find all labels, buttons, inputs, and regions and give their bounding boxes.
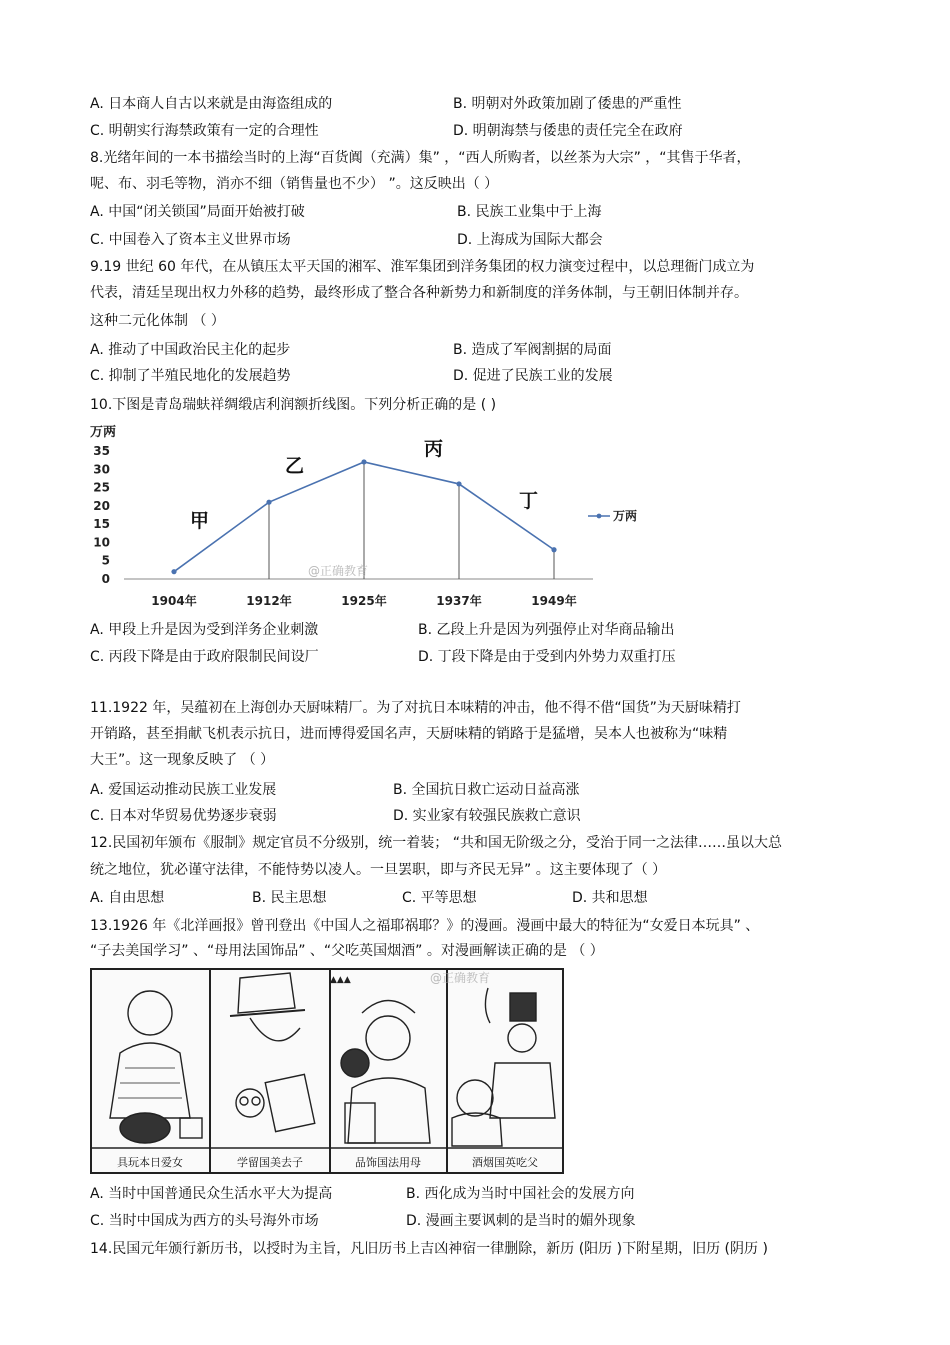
x-tick-label: 1925年 — [341, 594, 387, 608]
q8-option-d: D. 上海成为国际大都会 — [457, 232, 603, 248]
caption-panel-4: 酒烟国英吃父 — [472, 1156, 538, 1169]
x-tick-label: 1937年 — [436, 594, 482, 608]
q7-option-c: C. 明朝实行海禁政策有一定的合理性 — [90, 123, 319, 139]
q14-stem-line1: 14.民国元年颁行新历书，以授时为主旨，凡旧历书上吉凶神宿一律删除，新历 (阳历 )下附星期，旧历 (阴历 ) — [90, 1241, 768, 1257]
q8-option-c: C. 中国卷入了资本主义世界市场 — [90, 232, 291, 248]
x-tick-label: 1949年 — [531, 594, 577, 608]
caption-panel-3: 品饰国法用母 — [355, 1156, 421, 1169]
q9-option-a: A. 推动了中国政治民主化的起步 — [90, 342, 291, 358]
q8-option-a: A. 中国“闭关锁国”局面开始被打破 — [90, 204, 305, 220]
y-tick-label: 25 — [93, 480, 110, 495]
q11-stem-line3: 大王”。这一现象反映了 （ ） — [90, 752, 275, 768]
q11-stem-line2: 开销路，甚至捐献飞机表示抗日，进而博得爱国名声，天厨味精的销路于是猛增，吴本人也被称为“味精 — [90, 726, 728, 742]
q13-stem-line2: “子去美国学习” 、“母用法国饰品” 、“父吃英国烟酒” 。对漫画解读正确的是 （ ） — [90, 943, 604, 959]
q10-option-b: B. 乙段上升是因为列强停止对华商品输出 — [418, 622, 675, 638]
cartoon-illustration — [90, 968, 564, 1174]
cartoon-frame — [91, 969, 563, 1173]
q13-option-c: C. 当时中国成为西方的头号海外市场 — [90, 1213, 319, 1229]
caption-panel-1: 具玩本日爱女 — [117, 1156, 183, 1169]
q13-option-b: B. 西化成为当时中国社会的发展方向 — [406, 1186, 635, 1202]
data-point — [456, 481, 461, 486]
q12-option-a: A. 自由思想 — [90, 890, 165, 906]
y-tick-label: 30 — [93, 462, 110, 477]
x-tick-label: 1912年 — [246, 594, 292, 608]
hair-bun-icon — [341, 1049, 369, 1077]
y-tick-label: 20 — [93, 498, 110, 513]
y-tick-label: 35 — [93, 444, 110, 458]
legend-marker — [597, 514, 602, 519]
chart-watermark: @正确教育 — [308, 564, 369, 578]
cartoon-watermark: @正确教育 — [430, 971, 491, 985]
q12-option-b: B. 民主思想 — [252, 890, 327, 906]
q11-option-d: D. 实业家有较强民族救亡意识 — [393, 808, 581, 824]
data-point — [266, 500, 271, 505]
q12-option-d: D. 共和思想 — [572, 890, 648, 906]
q10-option-c: C. 丙段下降是由于政府限制民间设厂 — [90, 649, 319, 665]
y-tick-label: 5 — [101, 553, 110, 568]
q9-option-c: C. 抑制了半殖民地化的发展趋势 — [90, 368, 291, 384]
q9-stem-line3: 这种二元化体制 （ ） — [90, 313, 225, 329]
x-axis-ticks — [151, 593, 576, 608]
data-point — [551, 547, 556, 552]
q11-option-b: B. 全国抗日救亡运动日益高涨 — [393, 782, 580, 798]
y-axis-unit-label: 万两 — [90, 425, 117, 440]
servant-hat-icon — [510, 993, 536, 1021]
q11-option-c: C. 日本对华贸易优势逐步衰弱 — [90, 808, 277, 824]
q9-stem-line1: 9.19 世纪 60 年代，在从镇压太平天国的湘军、淮军集团到洋务集团的权力演变过程中，以总理衙门成立为 — [90, 259, 755, 275]
data-point — [171, 569, 176, 574]
q8-stem-line1: 8.光绪年间的一本书描绘当时的上海“百货阗（充满）集” ，“西人所购者，以丝茶为大宗” ，“其售于华者， — [90, 150, 751, 166]
q9-option-b: B. 造成了军阀割据的局面 — [453, 342, 612, 358]
y-axis-ticks — [93, 444, 110, 586]
y-tick-label: 15 — [93, 517, 110, 532]
segment-label: 丁 — [518, 489, 539, 512]
q13-option-d: D. 漫画主要讽刺的是当时的媚外现象 — [406, 1213, 636, 1229]
q8-stem-line2: 呢、布、羽毛等物，消亦不细（销售量也不少） ”。这反映出（ ） — [90, 176, 499, 192]
y-tick-label: 10 — [93, 535, 110, 550]
y-tick-label: 0 — [101, 572, 110, 586]
segment-label: 甲 — [189, 509, 210, 532]
q7-option-b: B. 明朝对外政策加剧了倭患的严重性 — [453, 96, 682, 112]
q10-option-d: D. 丁段下降是由于受到内外势力双重打压 — [418, 649, 676, 665]
q12-stem-line2: 统之地位，犹必谨守法律，不能恃势以凌人。一旦罢职，即与齐民无异” 。这主要体现了（ ） — [90, 862, 667, 878]
x-tick-label: 1904年 — [151, 594, 197, 608]
q9-stem-line2: 代表，清廷呈现出权力外移的趋势，最终形成了整合各种新势力和新制度的洋务体制，与王朝旧体制并存。 — [90, 285, 748, 301]
legend-label: 万两 — [613, 509, 638, 523]
profit-line-chart — [88, 420, 648, 615]
caption-panel-2: 学留国美去子 — [237, 1156, 303, 1169]
data-point — [361, 459, 366, 464]
q10-option-a: A. 甲段上升是因为受到洋务企业刺激 — [90, 622, 319, 638]
q11-option-a: A. 爱国运动推动民族工业发展 — [90, 782, 277, 798]
q7-option-a: A. 日本商人自古以来就是由海盗组成的 — [90, 96, 333, 112]
q12-stem-line1: 12.民国初年颁布《服制》规定官员不分级别，统一着装； “共和国无阶级之分，受治于同一之法律……虽以大总 — [90, 835, 782, 851]
q7-option-d: D. 明朝海禁与倭患的责任完全在政府 — [453, 123, 683, 139]
segment-label: 乙 — [284, 455, 305, 478]
q11-stem-line1: 11.1922 年，吴蕴初在上海创办天厨味精厂。为了对抗日本味精的冲击，他不得不借“国货”为天厨味精打 — [90, 700, 741, 716]
q12-option-c: C. 平等思想 — [402, 890, 477, 906]
q10-stem: 10.下图是青岛瑞蚨祥绸缎店利润额折线图。下列分析正确的是 ( ) — [90, 397, 497, 413]
segment-label: 丙 — [423, 437, 444, 460]
q13-stem-line1: 13.1926 年《北洋画报》曾刊登出《中国人之福耶祸耶？》的漫画。漫画中最大的特征为“女爱日本玩具” 、 — [90, 918, 760, 934]
q8-option-b: B. 民族工业集中于上海 — [457, 204, 602, 220]
q9-option-d: D. 促进了民族工业的发展 — [453, 368, 613, 384]
toy-icon — [120, 1113, 170, 1143]
cartoon-mark: ▲▲▲ — [330, 975, 351, 985]
chart-legend — [588, 508, 637, 523]
q13-option-a: A. 当时中国普通民众生活水平大为提高 — [90, 1186, 333, 1202]
